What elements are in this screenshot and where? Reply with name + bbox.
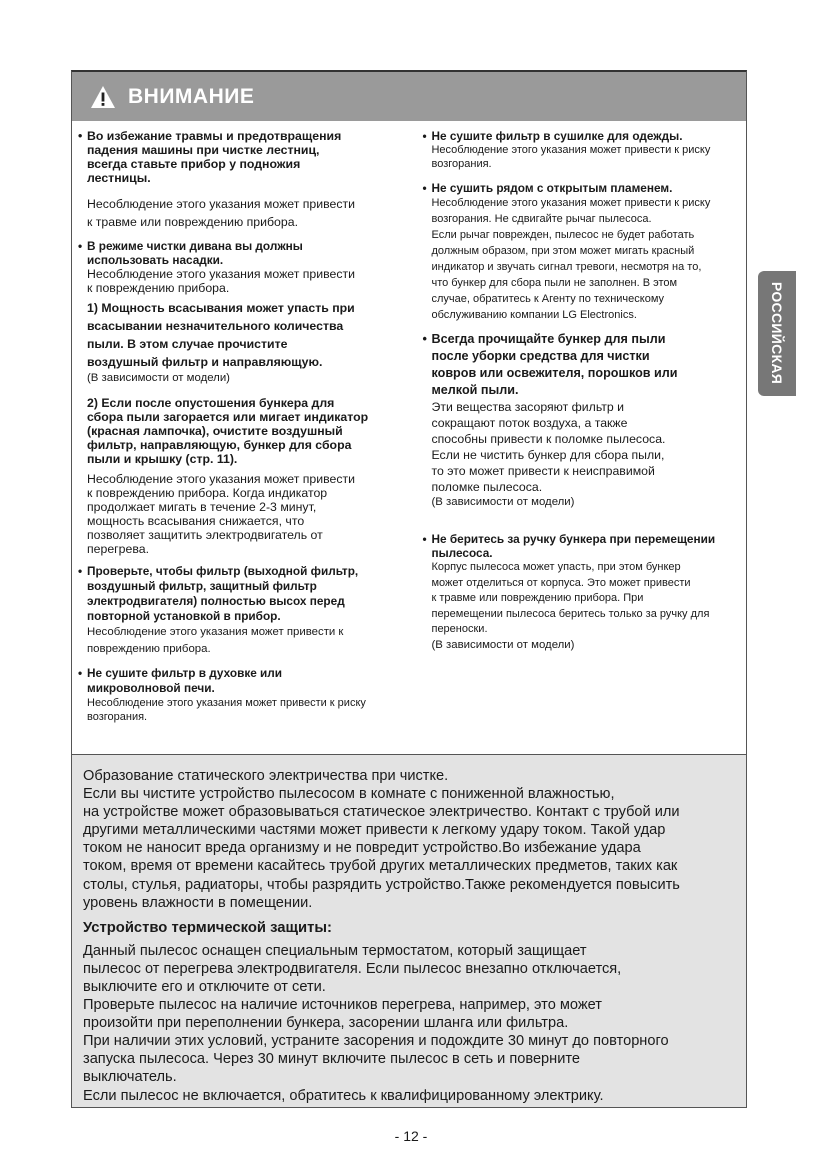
warning-right-column [410,129,738,732]
warning-item-text: Несоблюдение этого указания может привести к риску возгорания. [431,144,711,170]
warning-item-heading: • Не сушите фильтр в сушилке для одежды. [422,129,738,143]
warning-note-suction: 1) Мощность всасывания может упасть при всасывании незначительного количества пыли. В этом случае прочистите воздушный фильтр и направляющую. [87,301,355,369]
warning-item-heading: • Не сушите фильтр в духовке или микроволновой печи. [78,666,404,696]
warning-item-text: Несоблюдение этого указания может привести к повреждению прибора. Когда индикатор продолжает мигать в течение 2-3 минут, мощность всасывания снижается, что позволяет защитить электродвигатель от перегрева. [87,472,356,556]
warning-item-heading: • В режиме чистки дивана вы должны использовать насадки. [78,239,404,267]
warning-item-stairs [78,129,404,231]
warning-item-text: Несоблюдение этого указания может привести к повреждению прибора. [87,626,344,655]
warning-item-heading: • Не сушить рядом с открытым пламенем. [422,181,738,195]
warning-left-column [78,129,410,732]
warning-item-text: Несоблюдение этого указания может привести к риску возгорания. Не сдвигайте рычаг пылесоса. Если рычаг поврежден, пылесос не будет работать должным образом, при этом может мигать красный индикатор и звучать сигнал тревоги, несмотря на то, что бункер для сбора пыли не заполнен. В этом случае, обратитесь к Агенту по техническому обслуживанию компании LG Electronics. [431,197,711,321]
page-number: - 12 - [394,1128,428,1144]
warning-item-heading: • Всегда прочищайте бункер для пыли после уборки средства для чистки ковров или освежителя, порошков или мелкой пыли. [422,331,738,399]
warning-item-text: Несоблюдение этого указания может привести к травме или повреждению прибора. [87,197,356,229]
warning-header [72,72,746,121]
warning-box [71,70,747,755]
language-tab [758,271,796,396]
warning-item-filter-dry [78,564,404,658]
warning-item-flame [422,181,738,323]
info-box [71,755,747,1108]
static-electricity-text: Образование статического электричества при чистке. Если вы чистите устройство пылесосом в комнате с пониженной влажностью, на устройстве может образовываться статическое электричество. Контакт с трубой или другими металлическими частями может привести к легкому удару током. Такой удар током не наносит вреда организму и не повредит устройство.Во избежание удара током, время от времени касайтесь трубой других металлических предметов, таких как столы, стулья, радиаторы, чтобы разрядить устройство.Также рекомендуется повысить уровень влажности в помещении. [83,768,680,911]
warning-item-text: Несоблюдение этого указания может привести к повреждению прибора. [87,267,356,295]
thermal-protection-heading: Устройство термической защиты: [83,919,332,936]
warning-item-text: Несоблюдение этого указания может привести к риску возгорания. [87,697,366,723]
warning-triangle-icon [90,85,116,109]
warning-item-sofa [78,239,404,556]
warning-item-text: Корпус пылесоса может упасть, при этом бункер может отделиться от корпуса. Это может привести к травме или повреждению прибора. При перемещении пылесоса беритесь только за ручку для переноски. [431,561,710,635]
language-tab-label: РОССИЙСКАЯ [769,281,785,385]
thermal-protection-text: Данный пылесос оснащен специальным термостатом, который защищает пылесос от перегрева электродвигателя. Если пылесос внезапно отключается, выключите его и отключите от сети. Проверьте пылесос на наличие источников перегрева, например, это может произойти при переполнении бункера, засорении шланга или фильтра. При наличии этих условий, устраните засорения и подождите 30 минут до повторного запуска пылесоса. Через 30 минут включите пылесос в сеть и поверните выключатель. Если пылесос не включается, обратитесь к квалифицированному электрику. [83,942,669,1104]
model-note: (В зависимости от модели) [431,638,575,651]
warning-item-handle [422,532,738,653]
warning-item-heading: • Во избежание травмы и предотвращения падения машины при чистке лестниц, всегда ставьте прибор у подножия лестницы. [78,129,404,185]
warning-item-heading: • Проверьте, чтобы фильтр (выходной фильтр, воздушный фильтр, защитный фильтр электродвигателя) полностью высох перед повторной установкой в прибор. [78,564,404,624]
model-note: (В зависимости от модели) [431,496,575,508]
model-note: (В зависимости от модели) [87,372,230,384]
warning-note-indicator: 2) Если после опустошения бункера для сбора пыли загорается или мигает индикатор (красная лампочка), очистите воздушный фильтр, направляющую, бункер для сбора пыли и крышку (стр. 11). [87,396,369,466]
warning-item-bin-clean [422,331,738,510]
warning-item-oven [78,666,404,724]
warning-item-heading: • Не беритесь за ручку бункера при перемещении пылесоса. [422,532,738,560]
warning-item-dryer [422,129,738,171]
warning-title: ВНИМАНИЕ [128,84,255,108]
warning-item-text: Эти вещества засоряют фильтр и сокращают поток воздуха, а также способны привести к поломке пылесоса. Если не чистить бункер для сбора пыли, то это может привести к неисправимой поломке пылесоса. [431,400,666,494]
